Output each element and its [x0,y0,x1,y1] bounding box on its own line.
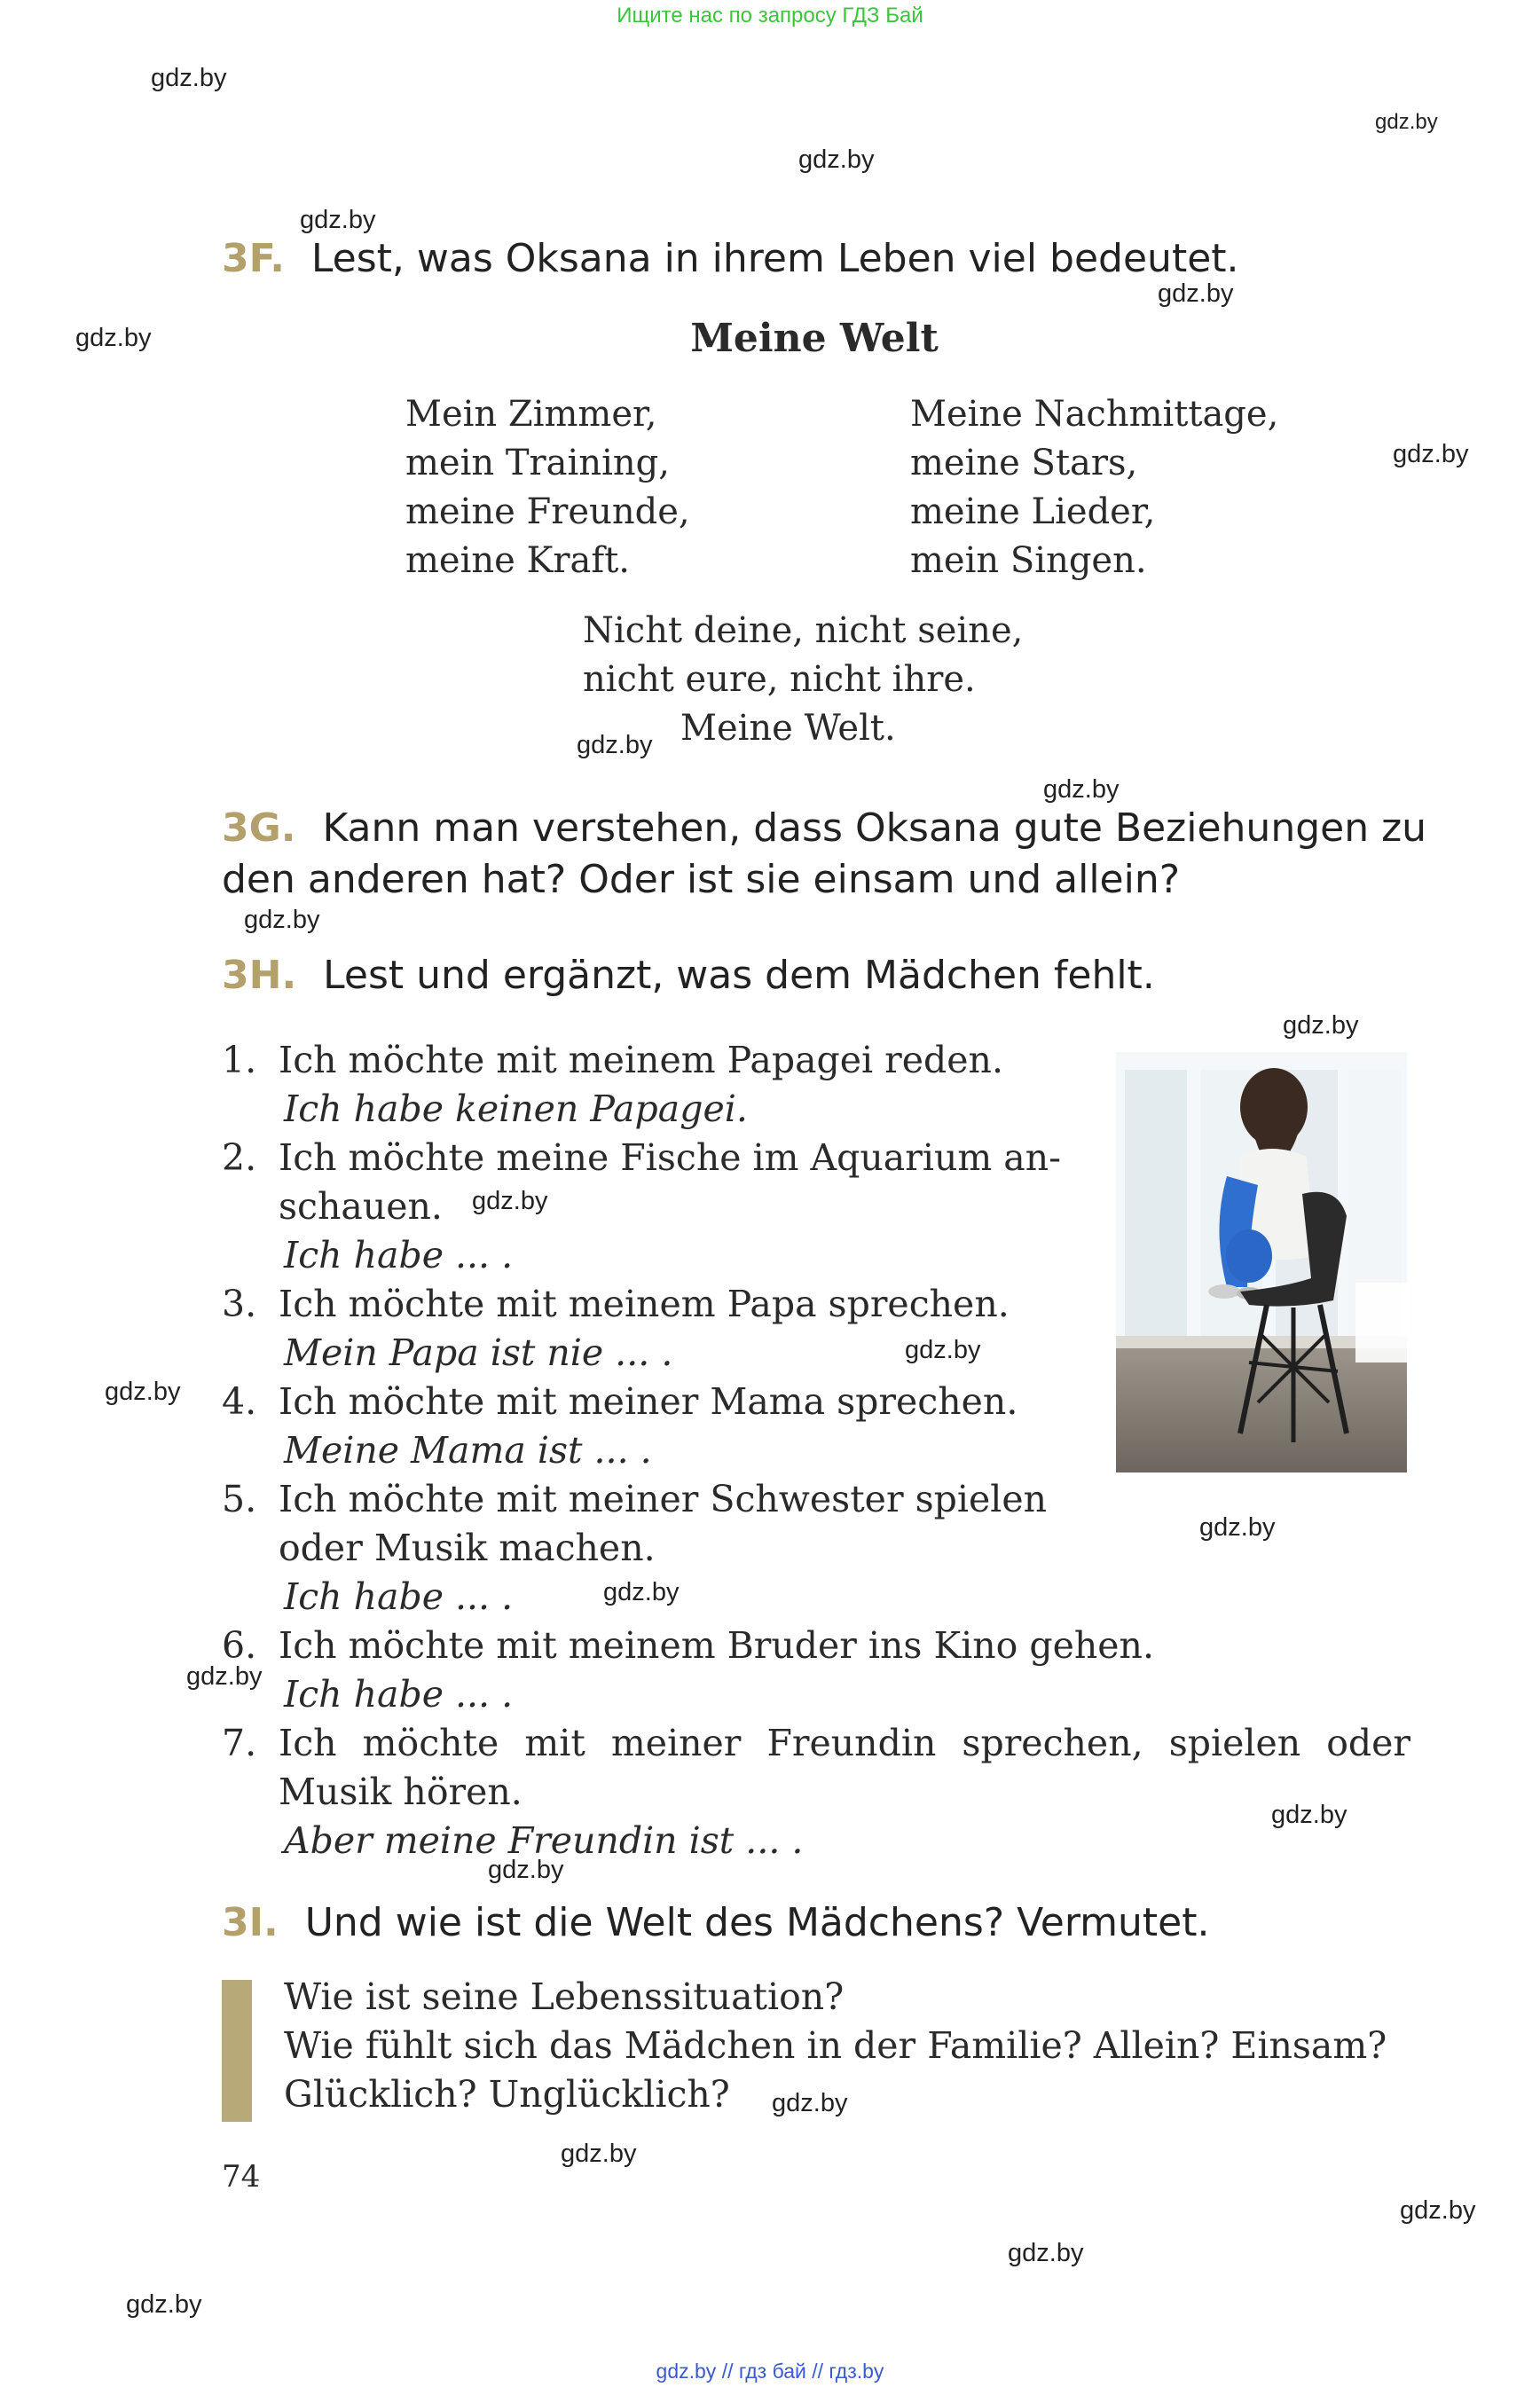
poem-line: nicht eure, nicht ihre. [583,659,976,700]
item-answer: Meine Mama ist ... . [284,1429,652,1472]
task-3h [222,953,1155,998]
item-text: Ich möchte mit meinem Bruder ins Kino gehen. [279,1624,1154,1667]
item-number: 2. [222,1136,257,1179]
item-text: schauen. [279,1185,443,1228]
watermark: gdz.by [1400,2196,1476,2225]
item-text: Ich möchte mit meinem Papagei reden. [279,1039,1003,1081]
task-3f [222,236,1239,281]
item-answer: Ich habe ... . [284,1234,514,1276]
item-answer: Ich habe keinen Papagei. [284,1088,748,1130]
task-number: 3G. [222,805,296,851]
poem-line: Meine Nachmittage, [910,394,1279,435]
item-text: Ich möchte mit meiner Freundin sprechen, spielen oder [279,1722,1410,1764]
poem-line: Meine Welt. [680,708,896,749]
watermark: gdz.by [186,1662,263,1691]
watermark: gdz.by [151,64,227,92]
question-bar [222,1980,252,2122]
task-3g [222,805,1426,851]
watermark: gdz.by [1375,110,1438,134]
item-number: 6. [222,1624,257,1667]
bottom-banner[interactable]: gdz.by // гдз бай // гдз.by [656,2360,884,2383]
poem-line: Mein Zimmer, [405,394,657,435]
watermark: gdz.by [244,906,320,934]
item-answer: Ich habe ... . [284,1575,514,1618]
watermark: gdz.by [472,1187,548,1215]
task-text: Lest, was Oksana in ihrem Leben viel bedeutet. [310,236,1239,281]
watermark: gdz.by [300,206,376,234]
item-answer: Ich habe ... . [284,1673,514,1716]
poem-left-column [405,390,690,585]
poem-right-column [910,390,1278,585]
watermark: gdz.by [1393,440,1469,468]
task-number: 3F. [222,236,285,281]
item-text: Musik hören. [279,1771,522,1813]
poem-line: mein Singen. [910,540,1147,581]
watermark: gdz.by [488,1856,564,1884]
item-number: 7. [222,1722,257,1764]
watermark: gdz.by [1043,775,1120,804]
poem-line: Nicht deine, nicht seine, [583,610,1024,651]
page-number: 74 [222,2159,261,2195]
task-text: Und wie ist die Welt des Mädchens? Vermutet. [304,1900,1210,1945]
item-text: oder Musik machen. [279,1527,656,1569]
poem-line: meine Stars, [910,443,1138,483]
task-3i [222,1900,1209,1945]
task-text: Kann man verstehen, dass Oksana gute Beziehungen zu [322,805,1427,851]
watermark: gdz.by [75,324,152,352]
task-number: 3I. [222,1900,279,1945]
poem-ending [583,607,1023,753]
item-number: 5. [222,1478,257,1520]
watermark: gdz.by [1158,279,1234,308]
top-banner[interactable]: Ищите нас по запросу ГДЗ Бай [617,4,923,27]
item-number: 1. [222,1039,257,1081]
item-text: Ich möchte mit meinem Papa sprechen. [279,1283,1010,1325]
watermark: gdz.by [126,2290,202,2319]
task-number: 3H. [222,953,297,998]
task-text: Lest und ergänzt, was dem Mädchen fehlt. [323,953,1155,998]
task-3g-line2: den anderen hat? Oder ist sie einsam und allein? [222,857,1181,902]
watermark: gdz.by [1271,1801,1348,1829]
watermark: gdz.by [1283,1011,1359,1040]
poem-line: meine Kraft. [405,540,630,581]
item-text: Ich möchte meine Fische im Aquarium an- [279,1136,1061,1179]
watermark: gdz.by [772,2089,848,2117]
girl-on-chair-photo [1116,1052,1407,1472]
item-number: 3. [222,1283,257,1325]
poem-line: meine Freunde, [405,491,690,532]
item-text: Ich möchte mit meiner Mama sprechen. [279,1380,1018,1423]
watermark: gdz.by [905,1336,981,1364]
watermark: gdz.by [798,145,875,174]
watermark: gdz.by [1008,2239,1084,2267]
watermark: gdz.by [603,1578,680,1606]
poem-line: mein Training, [405,443,670,483]
poem-line: meine Lieder, [910,491,1156,532]
item-text: Ich möchte mit meiner Schwester spielen [279,1478,1048,1520]
watermark: gdz.by [561,2140,637,2168]
question-line: Wie fühlt sich das Mädchen in der Familie? Allein? Einsam? [284,2024,1387,2067]
watermark: gdz.by [1199,1513,1276,1542]
question-line: Glücklich? Unglücklich? [284,2073,730,2116]
question-line: Wie ist seine Lebenssituation? [284,1975,845,2018]
item-answer: Mein Papa ist nie ... . [284,1331,673,1374]
item-answer: Aber meine Freundin ist ... . [284,1819,804,1862]
item-number: 4. [222,1380,257,1423]
watermark: gdz.by [577,731,653,759]
poem-title: Meine Welt [690,316,939,361]
watermark: gdz.by [105,1378,181,1406]
